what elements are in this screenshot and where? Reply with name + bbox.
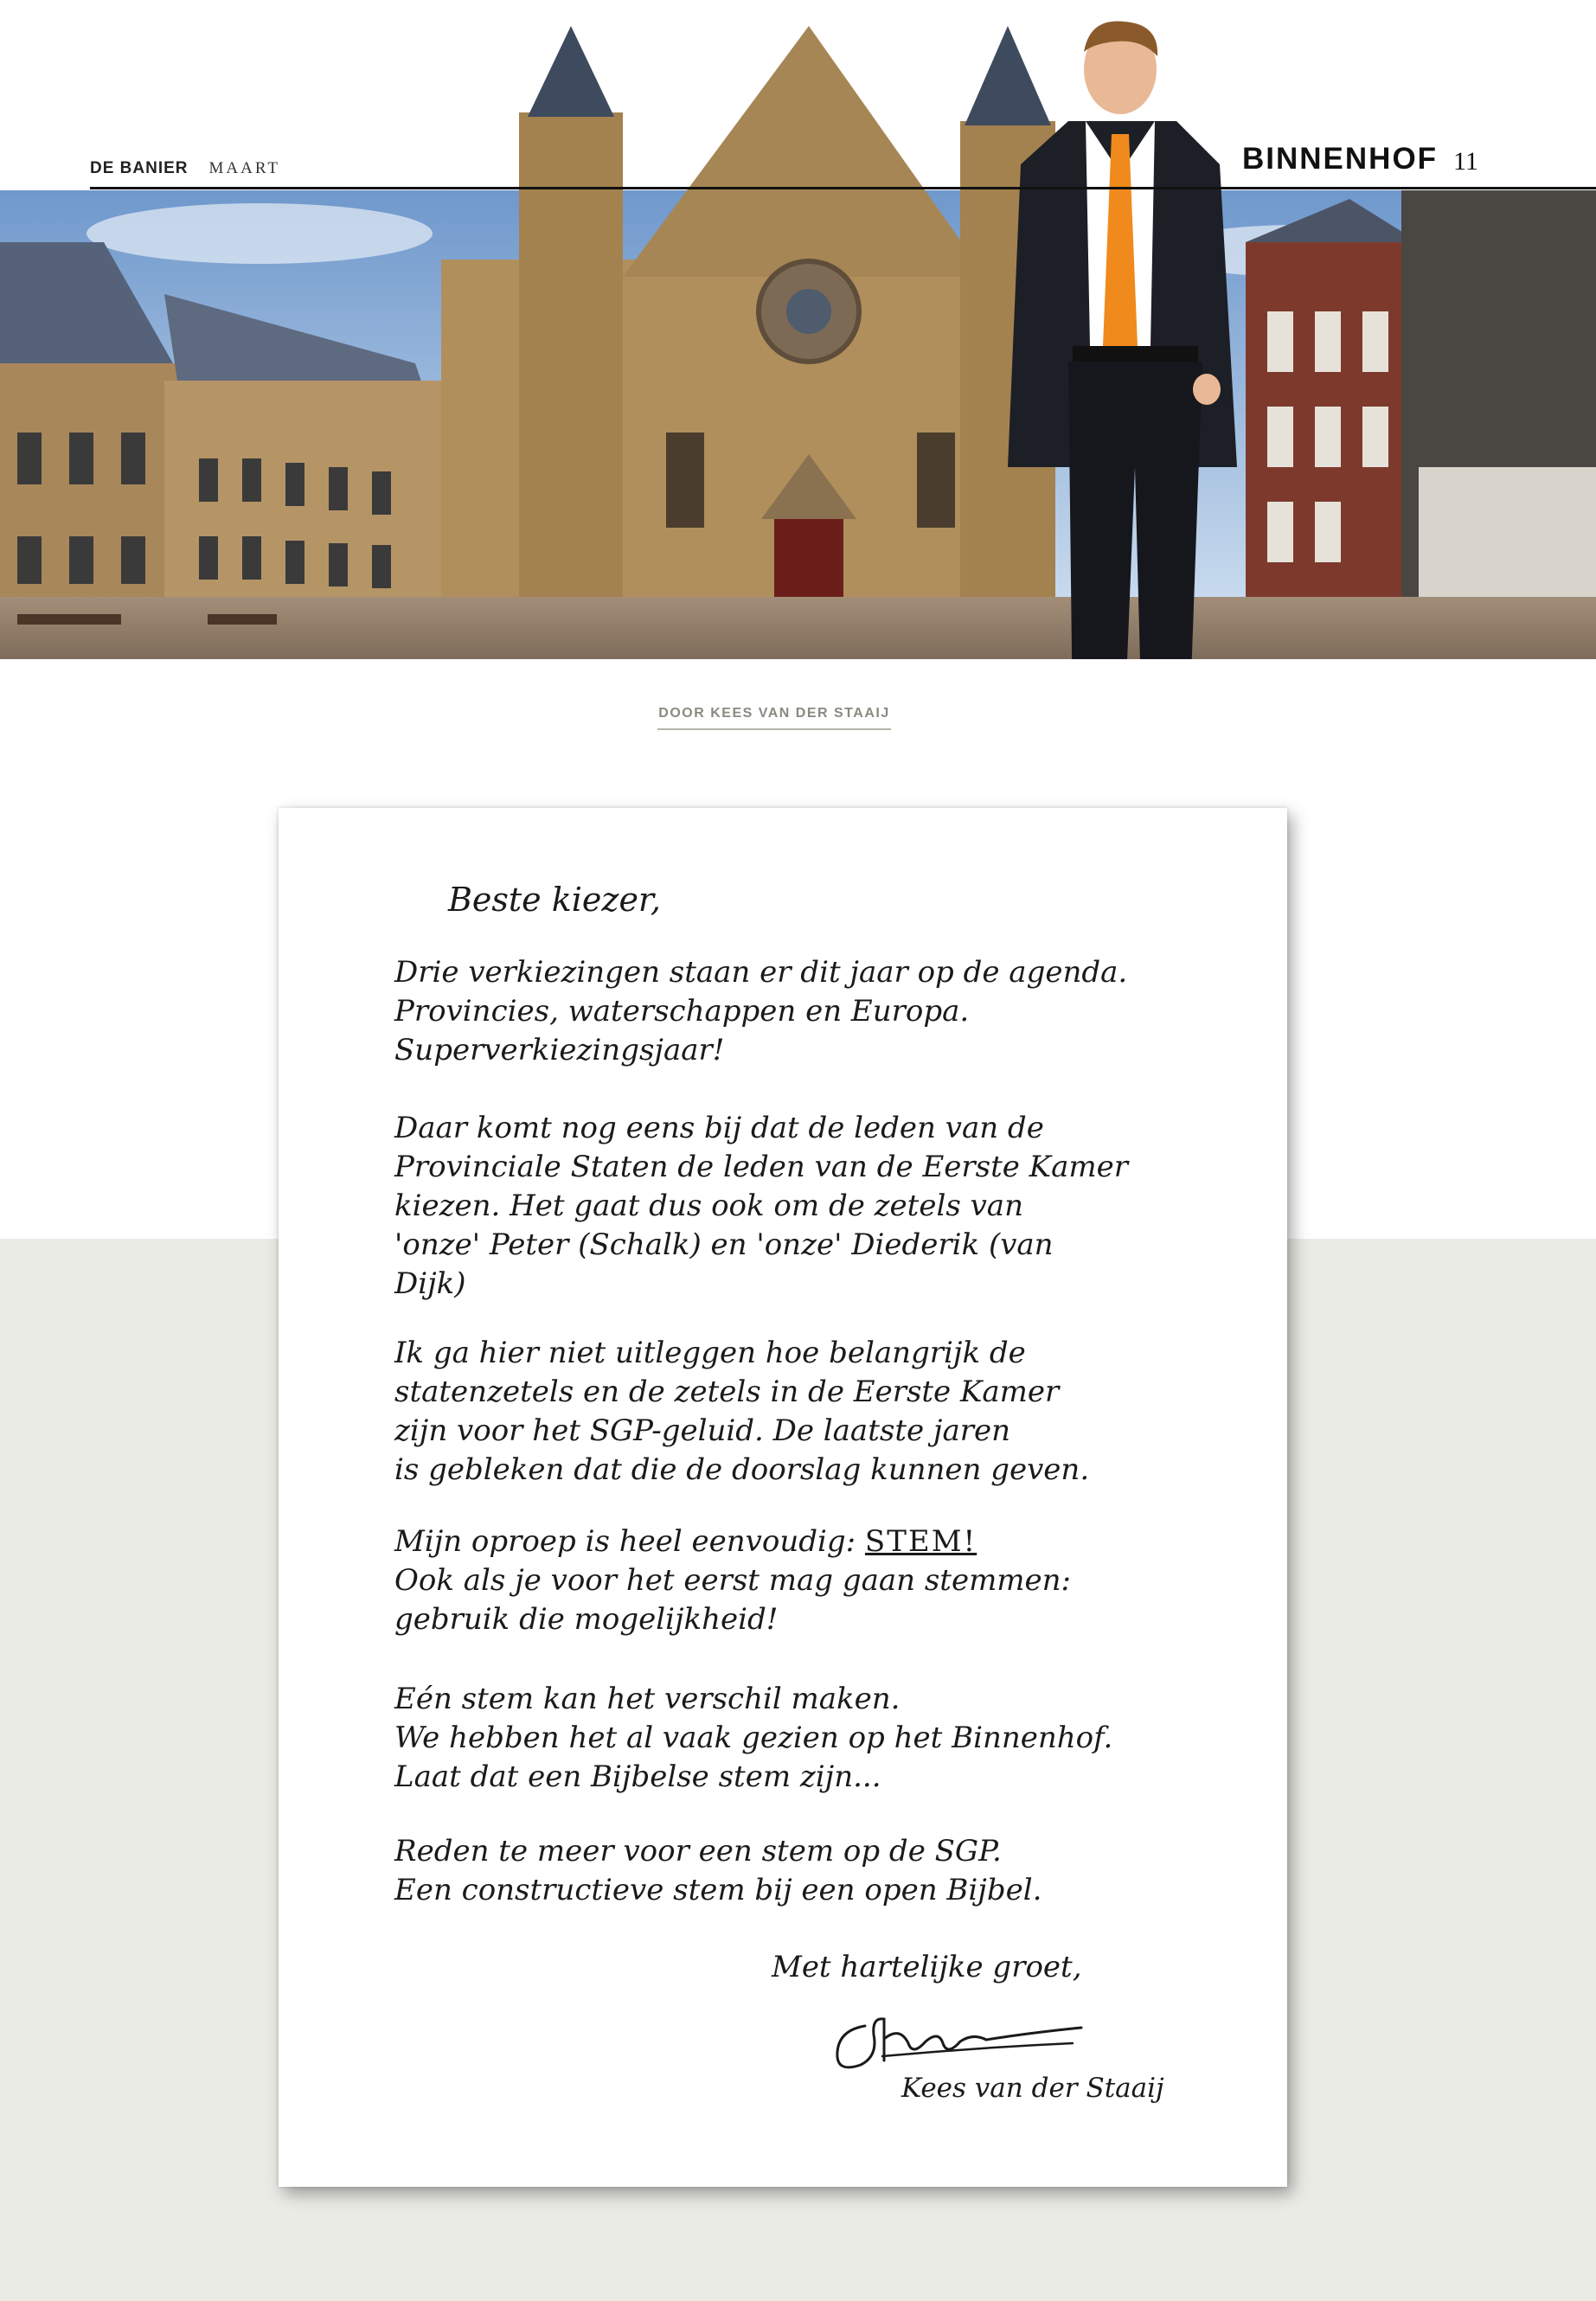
signer-name: Kees van der Staaij [901, 2073, 1164, 2104]
letter-line: Eén stem kan het verschil maken. [394, 1682, 901, 1716]
letter-line: Een constructieve stem bij een open Bijbel. [394, 1873, 1042, 1907]
letter-line: Provincies, waterschappen en Europa. [394, 994, 970, 1029]
header-rule [90, 187, 1596, 189]
letter-salutation: Beste kiezer, [448, 881, 661, 919]
letter-paragraph [394, 1109, 1128, 1304]
stem-callout: STEM! [864, 1524, 977, 1559]
letter-line: Ook als je voor het eerst mag gaan stemmen: [394, 1563, 1072, 1598]
letter-line: Daar komt nog eens bij dat de leden van de [394, 1111, 1044, 1145]
signature-mark [830, 2009, 1090, 2078]
running-head [90, 159, 280, 178]
letter-line: statenzetels en de zetels in de Eerste Kamer [394, 1375, 1060, 1409]
letter-line: is gebleken dat die de doorslag kunnen geven. [394, 1452, 1090, 1487]
letter-line: Superverkiezingsjaar! [394, 1033, 725, 1067]
issue-month: MAART [208, 159, 280, 177]
handwritten-letter [279, 808, 1287, 2187]
hero-photo [0, 17, 1596, 659]
publication-name: DE BANIER [90, 159, 189, 177]
letter-paragraph [394, 1334, 1089, 1490]
letter-paragraph [394, 1832, 1042, 1910]
letter-line: gebruik die mogelijkheid! [394, 1602, 779, 1637]
letter-line: Reden te meer voor een stem op de SGP. [394, 1834, 1002, 1868]
byline: DOOR KEES VAN DER STAAIJ [657, 706, 891, 730]
letter-line: Laat dat een Bijbelse stem zijn... [394, 1759, 881, 1794]
letter-paragraph [394, 953, 1127, 1070]
page-number: 11 [1453, 147, 1478, 176]
letter-line: We hebben het al vaak gezien op het Binnenhof. [394, 1721, 1113, 1755]
letter-line: Drie verkiezingen staan er dit jaar op de agenda. [394, 955, 1128, 990]
letter-line [394, 1522, 1071, 1561]
letter-line: Dijk) [394, 1266, 466, 1301]
letter-line: zijn voor het SGP-geluid. De laatste jaren [394, 1413, 1010, 1448]
letter-line: 'onze' Peter (Schalk) en 'onze' Diederik (van [394, 1227, 1054, 1262]
letter-closing: Met hartelijke groet, [772, 1950, 1082, 1984]
letter-line: Ik ga hier niet uitleggen hoe belangrijk de [394, 1336, 1026, 1370]
letter-phrase: Mijn oproep is heel eenvoudig: [394, 1524, 856, 1559]
letter-line: Provinciale Staten de leden van de Eerste Kamer [394, 1150, 1128, 1184]
letter-line: kiezen. Het gaat dus ook om de zetels van [394, 1189, 1023, 1223]
letter-paragraph [394, 1680, 1112, 1797]
letter-paragraph [394, 1522, 1071, 1639]
section-title: BINNENHOF [1242, 142, 1439, 176]
